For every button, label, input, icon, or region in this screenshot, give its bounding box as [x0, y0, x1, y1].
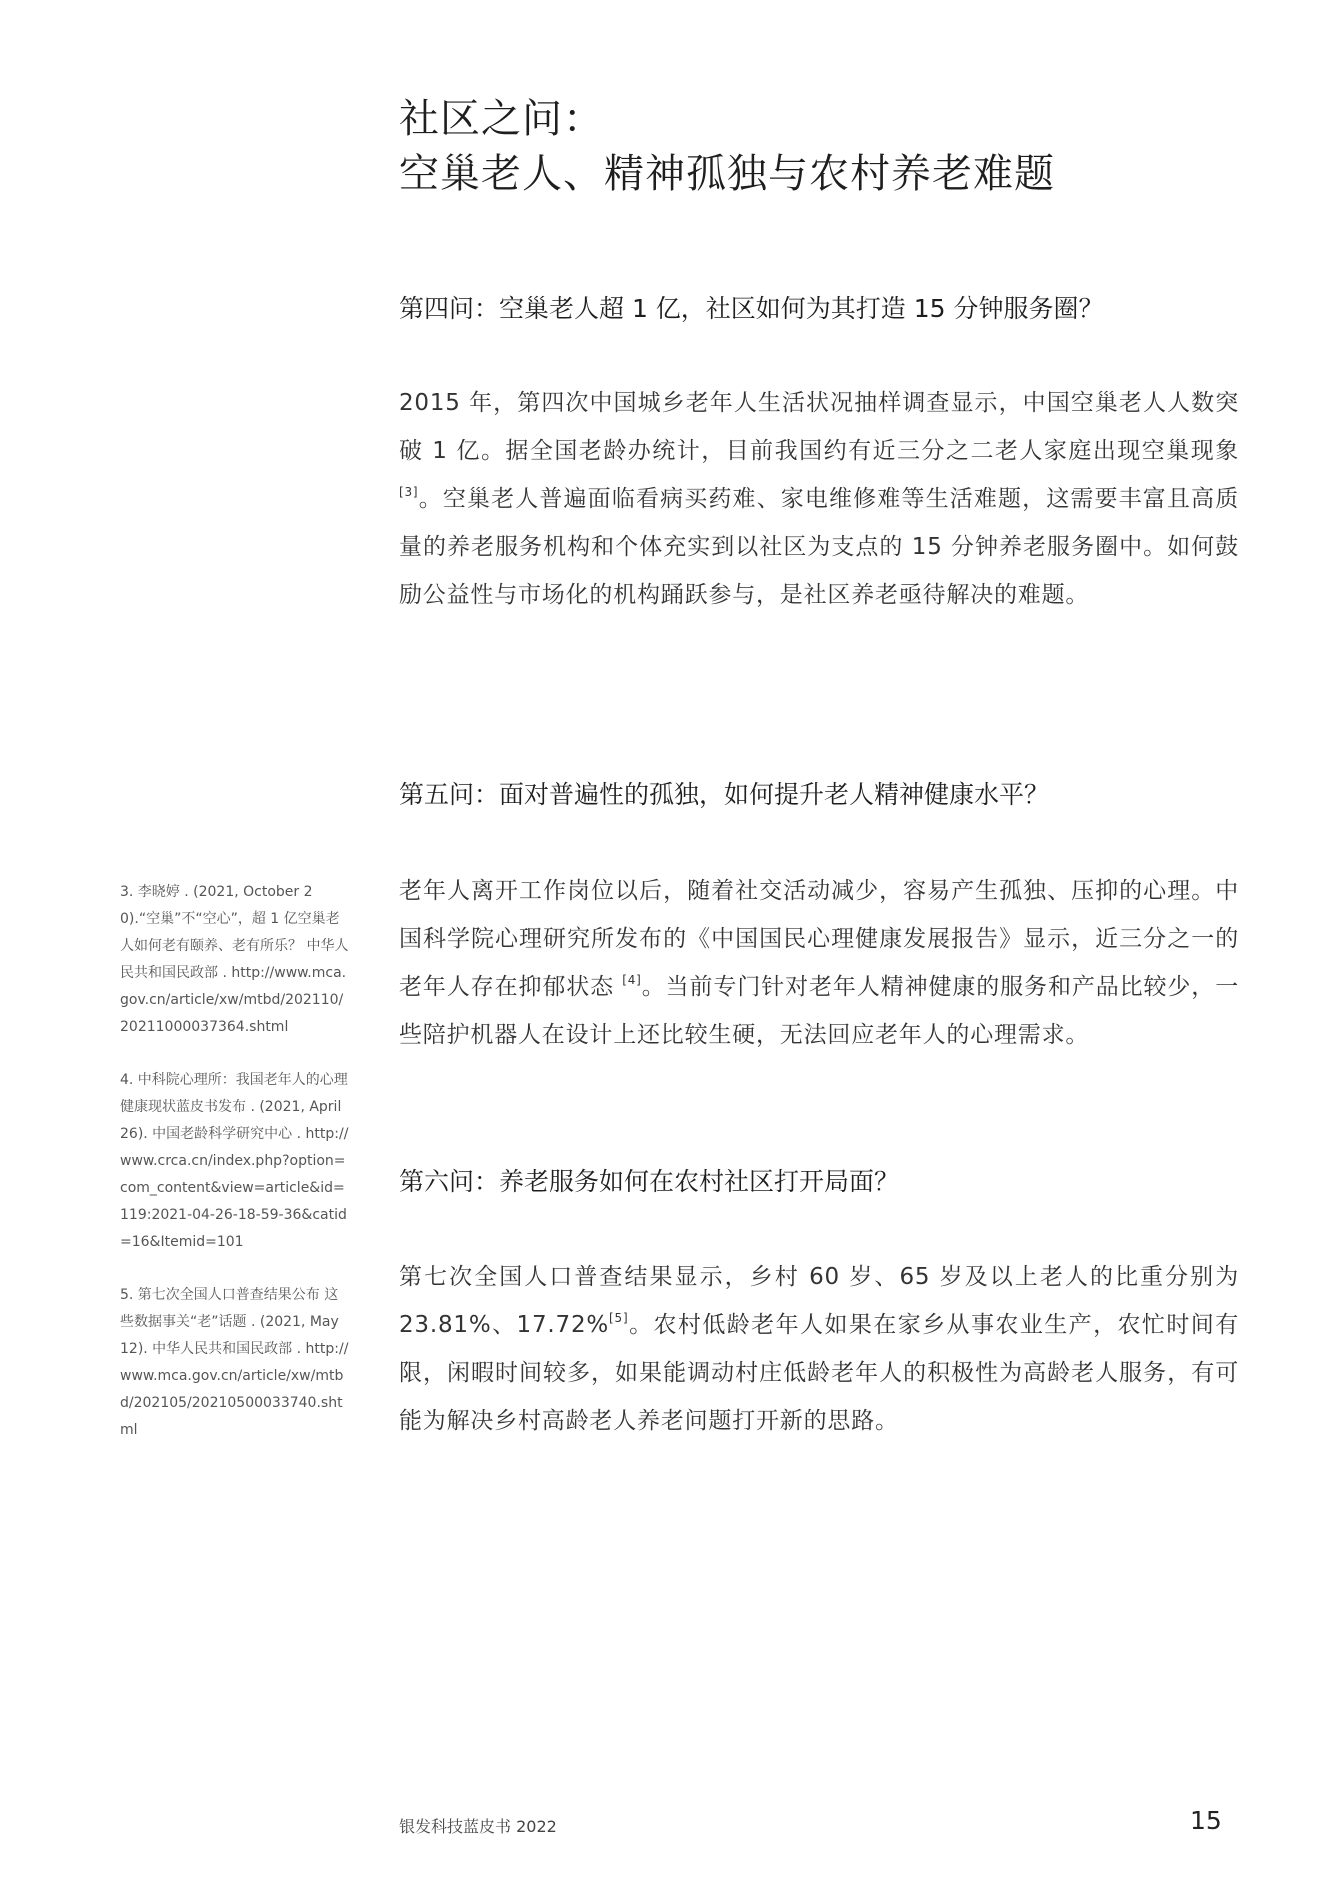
page-title — [399, 92, 1299, 202]
title-line-2: 空巢老人、精神孤独与农村养老难题 — [399, 151, 1055, 197]
title-line-1: 社区之问： — [399, 96, 604, 142]
footnote-4: 4. 中科院心理所：我国老年人的心理健康现状蓝皮书发布 . (2021, April 26). 中国老龄科学研究中心 . http://www.crca.cn/index.php?option=com_content&view=article&id=119:2021-04-26-18-59-36&catid=16&Itemid=101 — [120, 1072, 349, 1250]
paragraph-text: 。农村低龄老年人如果在家乡从事农业生产，农忙时间有限，闲暇时间较多，如果能调动村庄低龄老年人的积极性为高龄老人服务，有可能为解决乡村高龄老人养老问题打开新的思路。 — [399, 1312, 1239, 1434]
paragraph-text: 第七次全国人口普查结果显示，乡村 60 岁、65 岁及以上老人的比重分别为 23.81%、17.72% — [399, 1264, 1239, 1338]
footnote-ref[interactable]: [5] — [609, 1311, 629, 1325]
section-q6-body — [399, 1253, 1239, 1445]
footnote-3: 3. 李晓婷 . (2021, October 20).“空巢”不“空心”，超 1 亿空巢老人如何老有颐养、老有所乐？ 中华人民共和国民政部 . http://www.mca.gov.cn/article/xw/mtbd/202110/20211000037364.shtml — [120, 884, 349, 1035]
section-heading: 第四问：空巢老人超 1 亿，社区如何为其打造 15 分钟服务圈？ — [399, 294, 1104, 323]
paragraph — [399, 1253, 1239, 1445]
paragraph-text: 老年人离开工作岗位以后，随着社交活动减少，容易产生孤独、压抑的心理。中国科学院心理研究所发布的《中国国民心理健康发展报告》显示，近三分之一的老年人存在抑郁状态 — [399, 878, 1239, 1000]
section-q5 — [399, 777, 1239, 813]
paragraph — [399, 867, 1239, 1059]
section-heading: 第六问：养老服务如何在农村社区打开局面？ — [399, 1167, 900, 1196]
page-number: 15 — [1190, 1806, 1222, 1835]
paragraph-text: 。当前专门针对老年人精神健康的服务和产品比较少，一些陪护机器人在设计上还比较生硬，无法回应老年人的心理需求。 — [399, 974, 1239, 1048]
paragraph-text: 2015 年，第四次中国城乡老年人生活状况抽样调查显示，中国空巢老人人数突破 1 亿。据全国老龄办统计，目前我国约有近三分之二老人家庭出现空巢现象 — [399, 390, 1239, 464]
footnote-ref[interactable]: [3] — [399, 485, 419, 499]
paragraph-text: 。空巢老人普遍面临看病买药难、家电维修难等生活难题，这需要丰富且高质量的养老服务机构和个体充实到以社区为支点的 15 分钟养老服务圈中。如何鼓励公益性与市场化的机构踊跃参与，是社区养老亟待解决的难题。 — [399, 486, 1239, 608]
section-q4-body — [399, 379, 1239, 619]
section-q6 — [399, 1164, 1239, 1200]
footnote-5: 5. 第七次全国人口普查结果公布 这些数据事关“老”话题 . (2021, May 12). 中华人民共和国民政部 . http://www.mca.gov.cn/article/xw/mtbd/202105/20210500033740.shtml — [120, 1287, 349, 1438]
footnotes — [120, 879, 352, 1470]
publication-name: 银发科技蓝皮书 2022 — [399, 1817, 557, 1836]
paragraph — [399, 379, 1239, 619]
footnote-ref[interactable]: [4] — [622, 973, 642, 987]
section-q5-body — [399, 867, 1239, 1059]
section-q4 — [399, 291, 1239, 327]
section-heading: 第五问：面对普遍性的孤独，如何提升老人精神健康水平？ — [399, 780, 1050, 809]
